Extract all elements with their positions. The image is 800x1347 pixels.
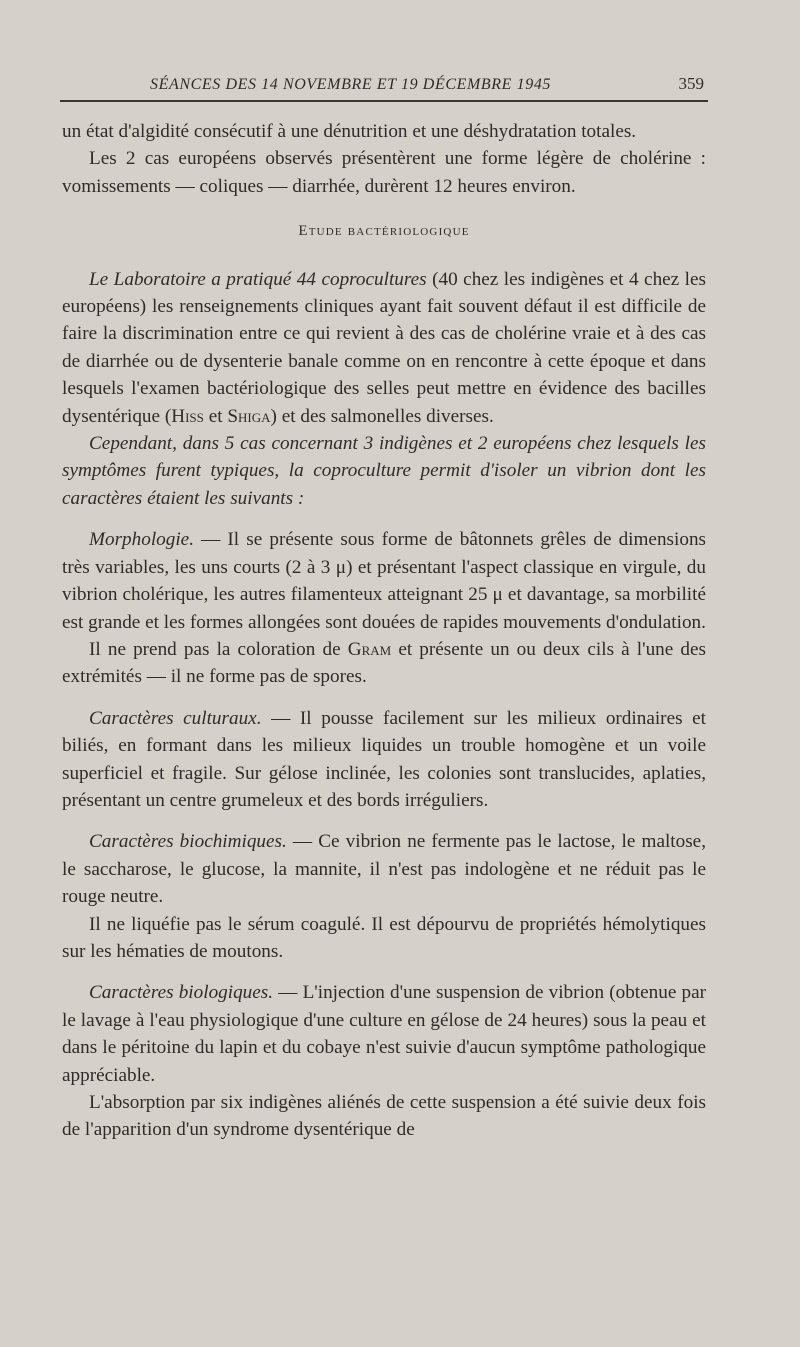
paragraph-3-end: ) et des salmonelles diverses.	[270, 405, 494, 427]
paragraph-culturaux	[62, 705, 706, 815]
paragraph-3-and: et	[203, 405, 228, 427]
culturaux-label: Caractères culturaux.	[89, 707, 262, 729]
paragraph-1: un état d'algidité consécutif à une dénutrition et une déshydratation totales.	[62, 121, 637, 142]
paragraph-serum: Il ne liquéfie pas le sérum coagulé. Il est dépourvu de propriétés hémolytiques sur les hématies de moutons.	[62, 913, 706, 962]
paragraph-4: Cependant, dans 5 cas concernant 3 indigènes et 2 européens chez lesquels les symptômes furent typiques, la coproculture permit d'isoler un vibrion dont les caractères étaient les suivants :	[62, 433, 706, 509]
biologiques-label: Caractères biologiques.	[89, 982, 274, 1004]
page-number: 359	[678, 74, 704, 93]
author-gram: Gram	[347, 638, 392, 660]
paragraph-biochimiques	[62, 828, 706, 910]
paragraph-biologiques	[62, 979, 706, 1089]
biochimiques-text: — Ce vibrion ne fermente pas le lactose, le maltose, le saccharose, le glucose, la mannite, il n'est pas indologène et ne réduit pas le rouge neutre.	[62, 831, 706, 908]
section-title: Etude bactériologique	[298, 223, 470, 240]
gram-text-a: Il ne prend pas la coloration de	[89, 638, 348, 660]
paragraph-3	[62, 266, 706, 430]
paragraph-3-lead: Le Laboratoire a pratiqué 44 coprocultures	[89, 268, 427, 290]
biologiques-text: — L'injection d'une suspension de vibrion (obtenue par le lavage à l'eau physiologique d'une culture en gélose de 24 heures) sous la peau et dans le péritoine du lapin et du cobaye n'est suivie d'aucun symptôme pathologique appréciable.	[62, 982, 707, 1086]
paragraph-morphologie	[62, 526, 706, 636]
body-text	[62, 118, 706, 1144]
morphologie-label: Morphologie.	[89, 529, 194, 551]
running-head: SÉANCES DES 14 NOVEMBRE ET 19 DÉCEMBRE 1945	[150, 76, 552, 93]
author-shiga: Shiga	[227, 405, 271, 427]
paragraph-absorption: L'absorption par six indigènes aliénés de cette suspension a été suivie deux fois de l'apparition d'un syndrome dysentérique de	[62, 1092, 706, 1141]
page-header	[60, 70, 708, 102]
paragraph-gram	[62, 636, 706, 691]
biochimiques-label: Caractères biochimiques.	[89, 831, 287, 853]
culturaux-text: — Il pousse facilement sur les milieux ordinaires et biliés, en formant dans les milieux liquides un trouble homogène et un voile superficiel et fragile. Sur gélose inclinée, les colonies sont translucides, aplaties, présentant un centre grumeleux et des bords irréguliers.	[62, 707, 707, 811]
paragraph-2: Les 2 cas européens observés présentèrent une forme légère de cholérine : vomissements — coliques — diarrhée, durèrent 12 heures environ.	[62, 148, 706, 197]
gram-text-b: et présente un ou deux cils à l'une des extrémités — il ne forme pas de spores.	[62, 638, 706, 688]
morphologie-text: — Il se présente sous forme de bâtonnets grêles de dimensions très variables, les uns courts (2 à 3 μ) et présentant l'aspect classique en virgule, du vibrion cholérique, les autres filamenteux atteignant 25 μ et davantage, sa morbilité est grande et les formes allongées sont douées de rapides mouvements d'ondulation.	[62, 529, 706, 633]
paragraph-3-body: (40 chez les indigènes et 4 chez les européens) les renseignements cliniques ayant fait souvent défaut il est difficile de faire la discrimination entre ce qui revient à des cas de cholérine vraie et à des cas de diarrhée ou de dysenterie banale comme on en rencontre à cette époque et dans lesquels l'examen bactériologique des selles peut mettre en évidence des bacilles dysentérique (	[62, 268, 706, 427]
author-hiss: Hiss	[171, 405, 204, 427]
